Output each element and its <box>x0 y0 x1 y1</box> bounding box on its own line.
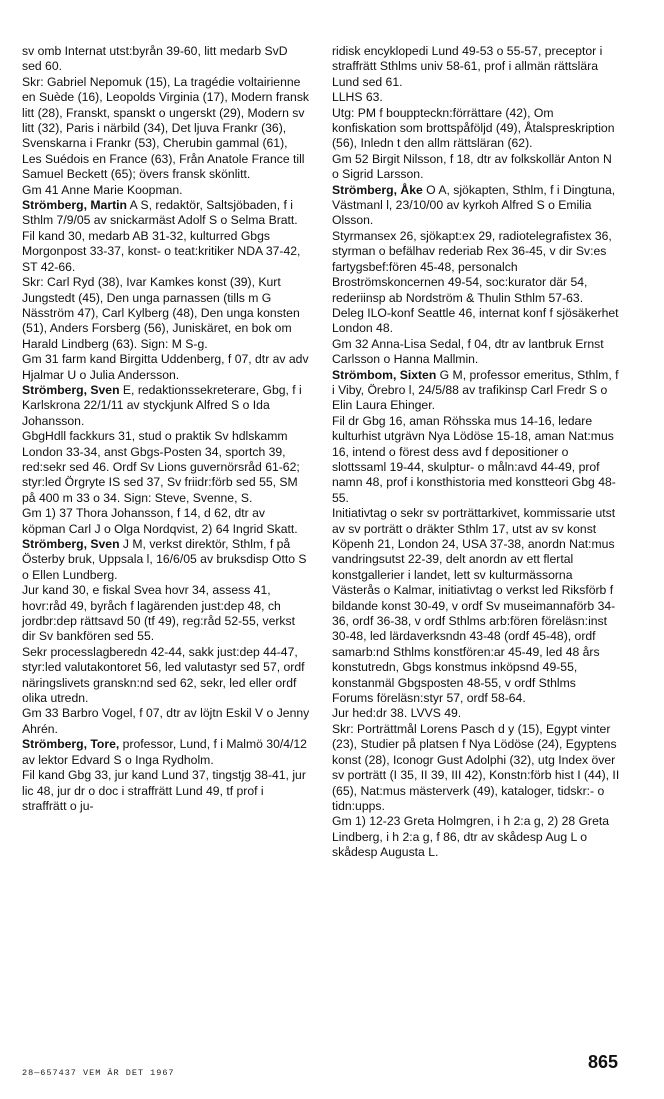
entry-paragraph <box>332 506 620 706</box>
entry-paragraph <box>332 706 620 721</box>
entry-paragraph <box>332 44 620 90</box>
entry-paragraph <box>22 768 310 814</box>
entry-paragraph <box>332 722 620 814</box>
entry-paragraph <box>22 183 310 198</box>
biography-entry <box>22 537 310 583</box>
printer-code: 28—657437 VEM ÄR DET 1967 <box>22 1068 175 1078</box>
entry-text: Gm 1) 12-23 Greta Holmgren, i h 2:a g, 2) 28 Greta Lindberg, i h 2:a g, f 86, dtr av skådesp Aug L o skådesp Augusta L. <box>332 814 610 860</box>
entry-paragraph <box>22 583 310 645</box>
entry-paragraph <box>332 90 620 105</box>
entry-paragraph <box>22 75 310 183</box>
biography-entry <box>22 198 310 229</box>
entry-paragraph <box>22 429 310 506</box>
entry-text: J M, verkst direktör, Sthlm, f på Österby bruk, Uppsala l, 16/6/05 av bruksdisp Otto S o Ellen Lundberg. <box>22 537 307 582</box>
entry-text: E, redaktionssekreterare, Gbg, f i Karlskrona 22/1/11 av styckjunk Alfred S o Ida Johansson. <box>22 382 302 428</box>
left-column <box>22 44 310 814</box>
entry-text: Gm 33 Barbro Vogel, f 07, dtr av löjtn Eskil V o Jenny Ahrén. <box>22 706 310 736</box>
entry-paragraph <box>332 306 620 337</box>
entry-text: Fil kand Gbg 33, jur kand Lund 37, tingstjg 38-41, jur lic 48, jur dr o doc i straffrätt Lund 49, tf prof i straffrätt o ju- <box>22 768 306 813</box>
biography-entry <box>22 383 310 429</box>
entry-paragraph <box>22 44 310 75</box>
entry-text: Sekr processlagberedn 42-44, sakk just:dep 44-47, styr:led valutakontoret 56, led valutastyr sed 57, ordf näringslivets granskn:nd sed 62, sekr, led eller ordf olika utredn. <box>22 644 305 706</box>
entry-text: Skr: Carl Ryd (38), Ivar Kamkes konst (39), Kurt Jungstedt (45), Den unga parnassen (tills m G Näsström 47), Carl Kylberg (48), Den unga konsten (51), Anders Forsberg (56), Juniskäret, en bok om Harald Lindberg (63). Sign: M S-g. <box>22 275 300 351</box>
right-column <box>332 44 620 861</box>
entry-text: A S, redaktör, Saltsjöbaden, f i Sthlm 7/9/05 av snickarmäst Adolf S o Selma Bratt. <box>22 198 298 228</box>
entry-text: Fil kand 30, medarb AB 31-32, kulturred Gbgs Morgonpost 33-37, konst- o teat:kritiker NDA 37-42, ST 42-66. <box>22 228 301 274</box>
entry-text: sv omb Internat utst:byrån 39-60, litt medarb SvD sed 60. <box>22 44 288 74</box>
entry-text: Gm 32 Anna-Lisa Sedal, f 04, dtr av lantbruk Ernst Carlsson o Hanna Mallmin. <box>332 336 604 367</box>
entry-text: G M, professor emeritus, Sthlm, f i Viby, Örebro l, 24/5/88 av trafikinsp Carl Fredr S o Elin Laura Ehinger. <box>332 367 619 413</box>
entry-paragraph <box>22 706 310 737</box>
entry-paragraph <box>332 152 620 183</box>
entry-paragraph <box>332 414 620 506</box>
entry-paragraph <box>22 275 310 352</box>
entry-heading: Strömberg, Åke <box>332 182 423 197</box>
entry-paragraph <box>22 352 310 383</box>
entry-heading: Strömberg, Sven <box>22 537 120 551</box>
entry-text: Deleg ILO-konf Seattle 46, internat konf f sjösäkerhet London 48. <box>332 305 619 336</box>
entry-paragraph <box>332 814 620 860</box>
entry-heading: Strömberg, Sven <box>22 382 120 397</box>
entry-text: Gm 31 farm kand Birgitta Uddenberg, f 07, dtr av adv Hjalmar U o Julia Andersson. <box>22 352 309 382</box>
entry-paragraph <box>22 506 310 537</box>
entry-text: Gm 52 Birgit Nilsson, f 18, dtr av folkskollär Anton N o Sigrid Larsson. <box>332 151 612 182</box>
biography-entry <box>332 183 620 229</box>
entry-text: Styrmansex 26, sjökapt:ex 29, radiotelegrafistex 36, styrman o befälhav rederiab Rex 36-45, v dir Sv:es fartygsbef:fören 45-48, personalch Broströmskoncernen 49-54, soc:kurator där 54, rederiinsp ab Nordström & Thulin Sthlm 57-63. <box>332 228 612 305</box>
entry-text: Gm 41 Anne Marie Koopman. <box>22 182 183 197</box>
entry-paragraph <box>332 106 620 152</box>
entry-paragraph <box>22 229 310 275</box>
biography-entry <box>332 368 620 414</box>
entry-text: Initiativtag o sekr sv porträttarkivet, kommissarie utst av sv porträtt o dräkter Sthlm 17, utst av sv konst Köpenh 21, London 24, USA 37-38, anordn Nat:mus vandringsutst 22-39, delt anordn av ett flertal konstgallerier i landet, lett sv kulturmässorna Västerås o Kalmar, initiativtag o verkst led Riksförb f bildande konst 30-49, v ordf Sv museimannaförb 34-36, ordf 36-38, v ordf Sthlms arb:fören föreläsn:inst 30-48, led lärdaverksndn 43-48 (ordf 45-48), ordf samarb:nd Sthlms konstfören:ar 45-49, led 48 års konstutredn, Gbgs konstmus inköpsnd 49-55, konstanmäl Gbgsposten 48-55, v ordf Sthlms Forums föreläsn:styr 57, ordf 58-64. <box>332 506 616 706</box>
entry-text: Utg: PM f bouppteckn:förrättare (42), Om konfiskation som brottspåföljd (49), Åtalspreskription (56), Inledn t den allm rättsläran (62). <box>332 105 615 151</box>
entry-text: Gm 1) 37 Thora Johansson, f 14, d 62, dtr av köpman Carl J o Olga Nordqvist, 2) 64 Ingrid Skatt. <box>22 506 298 536</box>
entry-text: Jur kand 30, e fiskal Svea hovr 34, assess 41, hovr:råd 49, byråch f lagärenden just:dep 48, ch jordbr:dep rättsavd 50 (tf 49), reg:råd 52-55, verkst dir Sv bankfören sed 55. <box>22 583 295 644</box>
entry-text: Skr: Porträttmål Lorens Pasch d y (15), Egypt vinter (23), Studier på platsen f Nya Lödöse (24), Egyptens konst (28), Iconogr Gust Adolphi (32), utg Index över sv porträtt (I 35, II 39, III 42), Konstn:förb hist I (44), II (65), Nat:mus mästerverk (49), kataloger, tidskr:- o tidn:upps. <box>332 721 620 813</box>
entry-paragraph <box>332 337 620 368</box>
entry-text: professor, Lund, f i Malmö 30/4/12 av lektor Edvard S o Inga Rydholm. <box>22 737 307 767</box>
entry-text: Fil dr Gbg 16, aman Röhsska mus 14-16, ledare kulturhist utgrävn Nya Lödöse 15-18, aman Nat:mus 16, intend o förest dess avd f depositioner o slottssaml 19-44, skulptur- o måln:avd 44-49, prof namn 48, prof i konsthistoria med konstteori Gbg 48-55. <box>332 413 616 505</box>
entry-paragraph <box>332 229 620 306</box>
entry-paragraph <box>22 645 310 707</box>
entry-heading: Strömberg, Tore, <box>22 737 120 752</box>
entry-heading: Strömberg, Martin <box>22 198 127 213</box>
entry-text: Jur hed:dr 38. LVVS 49. <box>332 706 462 721</box>
entry-heading: Strömbom, Sixten <box>332 367 437 382</box>
entry-text: Skr: Gabriel Nepomuk (15), La tragédie voltairienne en Suède (16), Leopolds Virginia (17), Modern fransk litt (28), Franskt, spanskt o ungerskt (29), Modern sv litt (32), Paris i närbild (34), Det ljuva Frankr (36), Svenskarna i Frankr (53), Cherubin gammal (61), Les Suédois en France (63), Från Anatole France till Samuel Beckett (65); övers fransk skönlitt. <box>22 74 310 182</box>
entry-text: LLHS 63. <box>332 90 383 105</box>
page-number: 865 <box>588 1052 619 1072</box>
entry-text: GbgHdll fackkurs 31, stud o praktik Sv hdlskamm London 33-34, anst Gbgs-Posten 34, sportch 39, red:sekr sed 46. Ordf Sv Lions guvernörsråd 61-62; styr:led Örgryte IS sed 37, Sv friidr:förb sed 55, SM på 400 m 33 o 34. Sign: Steve, Svenne, S. <box>22 429 300 505</box>
biography-entry <box>22 737 310 768</box>
entry-text: ridisk encyklopedi Lund 49-53 o 55-57, preceptor i straffrätt Sthlms univ 58-61, prof i allmän rättslära Lund sed 61. <box>332 44 603 89</box>
entry-text: O A, sjökapten, Sthlm, f i Dingtuna, Västmanl l, 23/10/00 av kyrkoh Alfred S o Emilia Olsson. <box>332 182 616 228</box>
